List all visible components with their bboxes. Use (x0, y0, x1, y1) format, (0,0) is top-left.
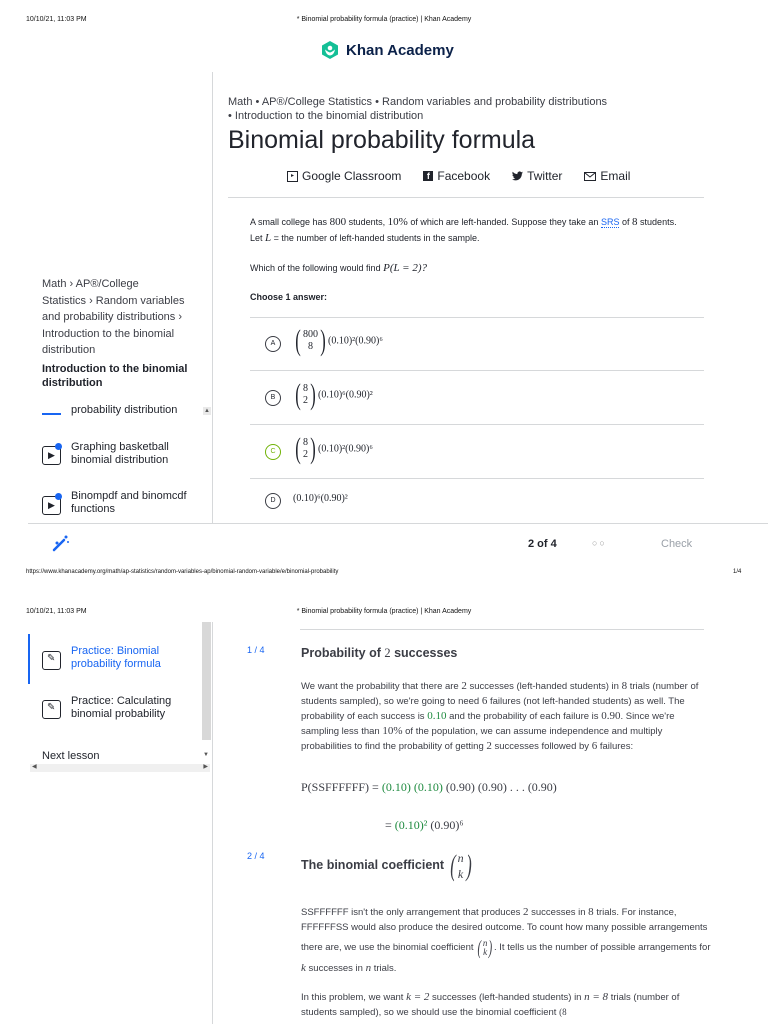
sidebar-item-binompdf[interactable] (71, 490, 187, 516)
print-date-2: 10/10/21, 11:03 PM (26, 608, 87, 615)
h2-n: n (365, 962, 372, 974)
choice-b-expr: ( 8 2 ) (0.10)⁶(0.90)² (295, 378, 373, 411)
q-n-sample: 8 (632, 216, 638, 228)
h2-p2-t2: successes (left-handed students) in (432, 992, 582, 1003)
choice-a-bottom: 8 (308, 341, 313, 352)
choice-d-letter: D (265, 493, 281, 509)
h1-t3: trials (number of students sampled), so we're going to need (301, 681, 699, 707)
h1-pct: 10% (382, 725, 403, 737)
q-text-4: of (622, 217, 630, 227)
choice-a-top: 800 (303, 329, 318, 340)
pencil-icon: ✎ (42, 651, 61, 670)
h2-p2-t1: In this problem, we want (301, 992, 404, 1003)
practice-binomial-label-2: probability formula (71, 658, 161, 670)
facebook-button[interactable] (423, 169, 490, 183)
choice-a-letter: A (265, 336, 281, 352)
hint-1-step: 1 / 4 (247, 645, 265, 655)
h1-n2: 8 (621, 680, 628, 692)
khan-academy-logo[interactable] (320, 40, 454, 60)
h2-n2: 8 (588, 906, 594, 918)
practice-calc-label-1: Practice: Calculating (71, 695, 172, 707)
binompdf-label-1: Binompdf and binomcdf (71, 490, 187, 502)
h1-q: 0.90 (601, 710, 621, 722)
breadcrumb: Math • AP®/College Statistics • Random variables and probability distributions • Introduction to the binomial distribution (228, 96, 608, 122)
eq1-lhs: P(SSFFFFFF) = (301, 780, 379, 794)
sidebar-item-practice-binomial[interactable] (71, 645, 161, 671)
google-classroom-button[interactable] (287, 169, 401, 183)
graphing-label-1: Graphing basketball (71, 441, 169, 453)
q-text-3: of which are left-handed. Suppose they take an (410, 217, 599, 227)
question-text (250, 214, 690, 246)
eq1-a: (0.10) (381, 780, 411, 794)
choice-a-terms: (0.10)²(0.90)⁶ (328, 335, 383, 347)
email-icon (584, 172, 596, 181)
khan-leaf-icon (320, 40, 340, 60)
inline-coef-top: n (482, 938, 488, 948)
classroom-icon: ▸ (287, 171, 298, 182)
eq2-b: (0.90)⁶ (430, 818, 464, 832)
twitter-icon (512, 171, 523, 181)
choice-c-letter: C (265, 444, 281, 460)
page-title: Binomial probability formula (228, 126, 536, 154)
hint-1-equation-2 (385, 818, 464, 833)
choice-divider (250, 478, 704, 479)
choice-b-top: 8 (303, 383, 308, 394)
hint-1-title-num: 2 (384, 646, 391, 660)
h1-t4: failures (not left-handed students) as well. The probability of each success is (301, 696, 685, 722)
h1-t2: successes (left-handed students) in (469, 681, 619, 692)
hint-2-title: The binomial coefficient ( n k ) (301, 849, 472, 882)
breadcrumb-math[interactable]: Math (228, 96, 253, 108)
choice-c-terms: (0.10)²(0.90)⁶ (318, 443, 373, 455)
coef-top: n (457, 851, 464, 865)
choice-a-expr: ( 800 8 ) (0.10)²(0.90)⁶ (295, 324, 383, 357)
choice-a[interactable] (265, 326, 695, 362)
check-button[interactable]: Check (661, 538, 693, 550)
h1-t6: . Since we're sampling less than (301, 711, 675, 737)
hint-1-title-post: successes (394, 646, 458, 660)
q-pct: 10% (387, 216, 408, 228)
h1-n1: 2 (461, 680, 467, 692)
eq2-a: (0.10)² (394, 818, 428, 832)
choice-c-top: 8 (303, 437, 308, 448)
h1-t9: failures: (599, 741, 634, 752)
print-url: https://www.khanacademy.org/math/ap-statistics/random-variables-ap/binomial-random-variable/e/binomial-probability (26, 569, 339, 575)
hint-2-body: SSFFFFFF isn't the only arrangement that produces 2 successes in 8 trials. For instance, FFFFFFSS would also produce the desired outcome. To count how many possible arrangements there are, we use the binomial coefficient ( n k ) . It tells us the number of possible arrangements for k successes in n trials. (301, 906, 711, 974)
breadcrumb-ap-stats[interactable]: AP®/College Statistics (261, 96, 373, 108)
graphing-label-2: binomial distribution (71, 454, 169, 466)
hint-2-body-2: In this problem, we want k = 2 successes (left-handed students) in n = 8 trials (number of students sampled), so we should use the binomial coefficient (8 (301, 991, 680, 1018)
h1-t1: We want the probability that there are (301, 681, 459, 692)
scroll-down-arrow[interactable]: ▼ (203, 752, 209, 758)
progress-label: 2 of 4 (528, 538, 557, 550)
progress-dots-icon: ○○ (592, 538, 607, 548)
hint-top-divider (300, 629, 704, 630)
choose-label: Choose 1 answer: (250, 292, 328, 302)
q-n-students: 800 (329, 216, 347, 228)
q-text-2: students, (348, 217, 386, 227)
print-title-2: * Binomial probability formula (practice) | Khan Academy (296, 608, 472, 615)
h2-t5: successes in (308, 963, 363, 974)
sidebar-item-practice-calculating[interactable] (71, 695, 171, 721)
scroll-up-arrow[interactable]: ▲ (204, 408, 210, 414)
print-date: 10/10/21, 11:03 PM (26, 16, 87, 23)
choice-c[interactable] (265, 434, 695, 470)
h2-p2-k: k = 2 (406, 991, 430, 1003)
prompt-text: Which of the following would find (250, 263, 381, 273)
practice-calc-label-2: binomial probability (71, 708, 166, 720)
h1-t7: of the population, we can assume independence and multiply probabilities to find the probability of getting (301, 726, 663, 752)
sidebar-crumb-ap[interactable]: AP®/College (75, 278, 139, 290)
sidebar-crumb-prob-dist[interactable]: and probability distributions (42, 311, 176, 323)
google-classroom-label: Google Classroom (302, 169, 402, 183)
facebook-label: Facebook (437, 169, 491, 183)
h1-t5: and the probability of each failure is (449, 711, 599, 722)
choice-c-bottom: 2 (303, 449, 308, 460)
eq1-b: (0.10) (413, 780, 443, 794)
choice-b-bottom: 2 (303, 395, 308, 406)
srs-link[interactable]: SRS (600, 217, 620, 227)
choice-b-terms: (0.10)⁶(0.90)² (318, 389, 373, 401)
prompt-math: P(L = 2)? (383, 262, 427, 274)
h2-p2-top: 8 (562, 1007, 567, 1017)
choice-d[interactable] (265, 488, 695, 516)
bottom-bar-divider (28, 523, 768, 524)
hint-wand-icon[interactable] (51, 535, 71, 553)
sidebar-scrollbar[interactable] (202, 622, 211, 740)
print-page-number: 1/4 (733, 569, 742, 575)
twitter-button[interactable] (512, 169, 562, 183)
choice-divider (250, 370, 704, 371)
facebook-icon: f (423, 171, 433, 181)
header-divider (228, 197, 704, 198)
choice-divider (250, 424, 704, 425)
h2-t4: . It tells us the number of possible arrangements for (494, 942, 711, 954)
sidebar-crumb-statistics[interactable]: Statistics (42, 294, 87, 307)
breadcrumb-random-vars[interactable]: Random variables and probability distributions (382, 96, 608, 108)
choice-d-terms: (0.10)⁶(0.90)² (293, 493, 348, 504)
practice-binomial-label-1: Practice: Binomial (71, 645, 160, 657)
eq2-eq: = (385, 818, 392, 832)
choice-c-expr: ( 8 2 ) (0.10)²(0.90)⁶ (295, 432, 373, 465)
h1-p: 0.10 (427, 710, 447, 722)
h2-n1: 2 (523, 906, 529, 918)
h2-t6: trials. (373, 963, 397, 974)
q-var: L (265, 232, 272, 244)
sidebar-divider-2 (212, 622, 213, 1024)
q-text-1: A small college has (250, 217, 328, 227)
active-item-indicator (28, 634, 30, 684)
sidebar-crumb-intro[interactable]: Introduction to the binomial (42, 327, 175, 340)
question-prompt (250, 261, 427, 275)
sidebar-item-graphing-basketball[interactable] (71, 441, 169, 467)
binompdf-label-2: functions (71, 503, 116, 515)
choice-b[interactable] (265, 380, 695, 416)
h2-p2-n: n = 8 (584, 991, 609, 1003)
h2-t2: successes in (531, 907, 586, 918)
email-button[interactable] (584, 169, 630, 183)
pencil-icon: ✎ (42, 700, 61, 719)
sidebar-crumb-math[interactable]: Math (42, 278, 67, 290)
twitter-label: Twitter (527, 169, 563, 183)
choice-divider (250, 317, 704, 318)
sidebar-current-line1: Introduction to the binomial (42, 363, 188, 375)
sidebar-current-unit (42, 362, 202, 390)
print-title: * Binomial probability formula (practice) | Khan Academy (296, 16, 472, 23)
hint-1-body (301, 679, 711, 754)
completed-dot-icon (55, 493, 62, 500)
hint-2-step: 2 / 4 (247, 851, 265, 861)
h1-n3: 6 (481, 695, 488, 707)
h1-n5: 6 (591, 740, 598, 752)
coef-bottom: k (457, 867, 464, 881)
q-text-6: = the number of left-handed students in the sample. (273, 233, 480, 243)
sidebar-crumb-distribution[interactable]: distribution (42, 344, 96, 356)
sidebar-breadcrumb: Math › AP®/College Statistics › Random variables and probability distributions › Introduction to the binomial distribution (42, 278, 185, 356)
completed-dot-icon (55, 443, 62, 450)
hint-1-title-pre: Probability of (301, 646, 381, 660)
hint-1-equation-1 (301, 780, 557, 795)
sidebar-crumb-random-vars[interactable]: Random variables (95, 294, 185, 307)
email-label: Email (600, 169, 631, 183)
video-icon: ▶ (42, 496, 61, 515)
choice-b-letter: B (265, 390, 281, 406)
next-lesson-link[interactable]: Next lesson (42, 750, 100, 762)
inline-coef-bottom: k (483, 947, 488, 957)
breadcrumb-intro-binomial[interactable]: Introduction to the binomial distribution (234, 110, 424, 122)
h1-n4: 2 (486, 740, 492, 752)
video-icon-partial (42, 404, 61, 415)
h1-t8: successes followed by (494, 741, 590, 752)
hint-2-title-text: The binomial coefficient (301, 857, 445, 872)
h2-t3: trials. For instance, FFFFFFSS would also produce the desired outcome. To count how many possible arrangements there are, we use the binomial coefficient (301, 907, 708, 954)
h2-p2-t3: trials (number of students sampled), so we should use the binomial coefficient (301, 992, 680, 1018)
h2-k: k (301, 962, 306, 974)
brand-name: Khan Academy (346, 41, 454, 59)
video-icon: ▶ (42, 446, 61, 465)
horizontal-scrollbar[interactable]: ◀ ▶ (32, 764, 208, 770)
h2-t1: SSFFFFFF isn't the only arrangement that produces (301, 907, 521, 918)
q-text-5: students. Let (250, 217, 677, 243)
hint-1-title (301, 646, 457, 661)
share-bar (287, 169, 630, 183)
sidebar-divider (212, 72, 213, 524)
sidebar-current-line2: distribution (42, 377, 103, 389)
sidebar-item-prob-dist[interactable]: probability distribution (71, 404, 178, 416)
eq1-c: (0.90) (0.90) . . . (0.90) (445, 780, 557, 794)
